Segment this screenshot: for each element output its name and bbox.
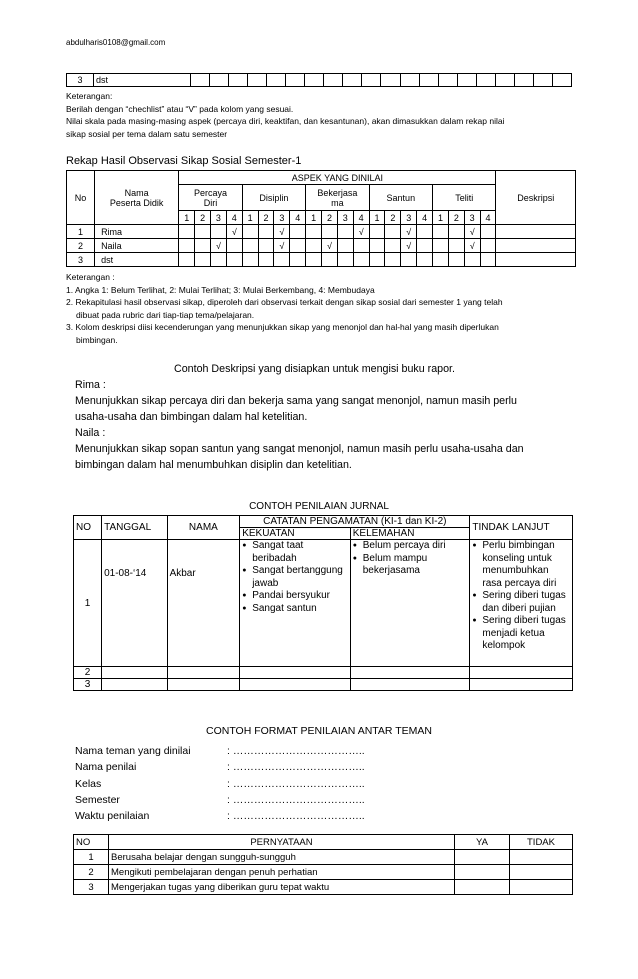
check-mark <box>195 225 211 239</box>
col-tindak: TINDAK LANJUT <box>470 516 573 540</box>
scale-cell: 4 <box>226 211 242 225</box>
aspect-header <box>179 185 242 211</box>
aspect-header <box>433 185 496 211</box>
note-title: Keterangan: <box>66 91 113 101</box>
antar-teman-form <box>75 743 365 824</box>
col-nama <box>95 171 179 225</box>
check-mark: √ <box>401 239 417 253</box>
scale-cell: 1 <box>242 211 258 225</box>
check-mark <box>242 253 258 267</box>
col-tanggal: TANGGAL <box>102 516 167 540</box>
jurnal-title: CONTOH PENILAIAN JURNAL <box>249 501 389 512</box>
check-mark: √ <box>401 225 417 239</box>
naila-text: bimbingan dalam hal menumbuhkan disiplin dan ketelitian. <box>75 459 352 471</box>
scale-cell: 4 <box>480 211 496 225</box>
check-mark <box>448 253 464 267</box>
aspect-header <box>306 185 369 211</box>
row-text: Mengerjakan tugas yang diberikan guru tepat waktu <box>109 880 455 895</box>
col-no: NO <box>74 835 109 850</box>
col-kelemahan: KELEMAHAN <box>350 528 470 540</box>
form-label: Semester <box>75 793 120 806</box>
list-item: ● Belum percaya diri <box>353 540 468 553</box>
check-mark <box>242 225 258 239</box>
scale-cell: 2 <box>448 211 464 225</box>
rekap-title: Rekap Hasil Observasi Sikap Sosial Semester-1 <box>66 155 302 167</box>
row-deskripsi <box>496 225 576 239</box>
row-deskripsi <box>496 239 576 253</box>
check-mark <box>401 253 417 267</box>
scale-cell: 1 <box>369 211 385 225</box>
scale-cell: 3 <box>274 211 290 225</box>
list-item: ● Pandai bersyukur <box>242 590 348 603</box>
scale-cell: 1 <box>306 211 322 225</box>
rima-text: Menunjukkan sikap percaya diri dan bekerja sama yang sangat menonjol, namun masih perlu <box>75 395 518 407</box>
rima-text: usaha-usaha dan bimbingan dalam hal ketelitian. <box>75 411 308 423</box>
check-mark: √ <box>274 239 290 253</box>
aspect-line1: Bekerjasa <box>317 187 358 198</box>
check-mark <box>417 225 433 239</box>
form-label: Nama penilai <box>75 761 137 774</box>
form-value: : ……………………………….. <box>227 745 365 757</box>
row-ya <box>455 850 510 865</box>
scale-cell: 2 <box>195 211 211 225</box>
note-2 <box>66 271 578 346</box>
row-no: 1 <box>74 540 102 667</box>
scale-cell: 2 <box>385 211 401 225</box>
kekuatan-list <box>242 540 348 615</box>
note-title: Keterangan : <box>66 272 115 282</box>
naila-text: Menunjukkan sikap sopan santun yang sangat menonjol, namun masih perlu usaha-usaha dan <box>75 443 524 455</box>
table-row <box>74 679 573 691</box>
check-mark <box>306 225 322 239</box>
form-row <box>75 776 365 792</box>
list-item: ● Sering diberi tugas dan diberi pujian <box>472 590 570 615</box>
row-ya <box>455 880 510 895</box>
check-mark: √ <box>464 225 480 239</box>
check-mark <box>322 253 338 267</box>
jurnal-table <box>73 515 573 691</box>
scale-cell: 3 <box>337 211 353 225</box>
check-mark <box>480 239 496 253</box>
form-label: Nama teman yang dinilai <box>75 745 191 757</box>
row-name: dst <box>95 253 179 267</box>
check-mark <box>385 225 401 239</box>
check-mark <box>258 239 274 253</box>
check-mark <box>290 225 306 239</box>
note-line: sikap sosial per tema dalam satu semester <box>66 128 228 139</box>
row-tidak <box>510 850 573 865</box>
check-mark: √ <box>464 239 480 253</box>
check-mark <box>417 239 433 253</box>
check-mark <box>369 253 385 267</box>
note-line: 2. Rekapitulasi hasil observasi sikap, diperoleh dari observasi terkait dengan sikap sosial dari semester 1 yang telah <box>66 297 503 307</box>
aspect-line1: Percaya <box>193 187 228 198</box>
scale-cell: 1 <box>179 211 195 225</box>
list-item: ● Belum mampu bekerjasama <box>353 553 468 578</box>
table-row <box>67 239 576 253</box>
tindak-list <box>472 540 570 653</box>
check-mark <box>353 239 369 253</box>
form-row <box>75 808 365 824</box>
list-item: ● Sering diberi tugas menjadi ketua kelompok <box>472 615 570 653</box>
scale-cell: 4 <box>417 211 433 225</box>
check-mark <box>480 253 496 267</box>
row-name: Rima <box>95 225 179 239</box>
row-text: Berusaha belajar dengan sungguh-sungguh <box>109 850 455 865</box>
list-item: ● Sangat taat beribadah <box>242 540 348 565</box>
col-no: NO <box>74 516 102 540</box>
row-ya <box>455 865 510 880</box>
check-mark <box>480 225 496 239</box>
table-row <box>67 74 572 87</box>
check-mark <box>369 239 385 253</box>
row-name: Naila <box>95 239 179 253</box>
form-value: : ……………………………….. <box>227 793 365 806</box>
aspect-line1: Santun <box>386 192 416 203</box>
naila-label: Naila : <box>75 427 106 439</box>
note-1 <box>66 90 578 140</box>
check-mark <box>242 239 258 253</box>
check-mark <box>448 225 464 239</box>
scale-cell: 2 <box>322 211 338 225</box>
form-row <box>75 792 365 808</box>
check-mark <box>179 225 195 239</box>
check-mark <box>417 253 433 267</box>
contoh-heading: Contoh Deskripsi yang disiapkan untuk mengisi buku rapor. <box>174 363 456 375</box>
row-no: 3 <box>74 679 102 691</box>
form-label: Kelas <box>75 777 102 790</box>
note-line: 3. Kolom deskripsi diisi kecenderungan yang menunjukkan sikap yang menonjol dan hal-hal yang masih diperlukan <box>66 322 499 332</box>
scale-cell: 4 <box>353 211 369 225</box>
check-mark <box>337 239 353 253</box>
check-mark: √ <box>211 239 227 253</box>
rima-label: Rima : <box>75 379 106 391</box>
scale-cell: 3 <box>464 211 480 225</box>
check-mark <box>433 239 449 253</box>
check-mark: √ <box>274 225 290 239</box>
check-mark <box>448 239 464 253</box>
list-item: ● Sangat bertanggung jawab <box>242 565 348 590</box>
table-row <box>67 253 576 267</box>
scale-cell: 3 <box>211 211 227 225</box>
aspect-line2: Diri <box>203 197 218 208</box>
col-catatan: CATATAN PENGAMATAN (KI-1 dan KI-2) <box>240 516 470 528</box>
check-mark: √ <box>353 225 369 239</box>
table-row <box>74 865 573 880</box>
scale-cell: 3 <box>401 211 417 225</box>
row-name: dst <box>94 74 191 87</box>
antar-teman-title: CONTOH FORMAT PENILAIAN ANTAR TEMAN <box>206 725 432 737</box>
check-mark <box>337 225 353 239</box>
note-line: dibuat pada rubric dari tiap-tiap tema/pelajaran. <box>76 309 255 320</box>
check-mark <box>290 239 306 253</box>
col-tidak: TIDAK <box>510 835 573 850</box>
check-mark <box>353 253 369 267</box>
scale-cell: 2 <box>258 211 274 225</box>
note-line: 1. Angka 1: Belum Terlihat, 2: Mulai Terlihat; 3: Mulai Berkembang, 4: Membudaya <box>66 284 375 295</box>
check-mark <box>179 253 195 267</box>
pernyataan-table <box>73 834 573 895</box>
row-nama: Akbar <box>167 540 240 667</box>
table-row <box>74 850 573 865</box>
row-deskripsi <box>496 253 576 267</box>
row-tidak <box>510 865 573 880</box>
col-deskripsi: Deskripsi <box>496 171 576 225</box>
col-ya: YA <box>455 835 510 850</box>
check-mark <box>306 253 322 267</box>
scale-cell: 1 <box>433 211 449 225</box>
aspect-line1: Disiplin <box>259 192 289 203</box>
check-mark <box>211 225 227 239</box>
row-no: 3 <box>67 74 94 87</box>
header-email: abdulharis0108@gmail.com <box>66 38 166 47</box>
col-nama-line2: Peserta Didik <box>109 197 164 208</box>
list-item: ● Perlu bimbingan konseling untuk menumbuhkan rasa percaya diri <box>472 540 570 590</box>
form-value: : ……………………………….. <box>227 810 365 823</box>
check-mark <box>385 253 401 267</box>
aspect-header <box>369 185 432 211</box>
col-nama-line1: Nama <box>124 187 149 198</box>
table-row <box>74 540 573 667</box>
check-mark <box>290 253 306 267</box>
row-no: 2 <box>74 865 109 880</box>
col-kekuatan: KEKUATAN <box>240 528 351 540</box>
check-mark: √ <box>226 225 242 239</box>
note-line: Nilai skala pada masing-masing aspek (percaya diri, keaktifan, dan kesantunan), akan dimasukkan dalam rekap nilai <box>66 116 505 126</box>
row-no: 1 <box>67 225 95 239</box>
table-row <box>74 667 573 679</box>
check-mark <box>226 239 242 253</box>
check-mark <box>306 239 322 253</box>
check-mark: √ <box>322 239 338 253</box>
check-mark <box>274 253 290 267</box>
form-value: : ……………………………….. <box>227 761 365 774</box>
contoh-body <box>75 377 595 473</box>
aspect-line2: ma <box>331 197 344 208</box>
row-no: 2 <box>74 667 102 679</box>
check-mark <box>195 239 211 253</box>
note-line: bimbingan. <box>76 334 118 345</box>
row-no: 2 <box>67 239 95 253</box>
table-row <box>67 225 576 239</box>
note-line: Berilah dengan “chechlist” atau “V” pada kolom yang sesuai. <box>66 103 294 114</box>
check-mark <box>337 253 353 267</box>
kelemahan-list <box>353 540 468 578</box>
form-label: Waktu penilaian <box>75 810 150 823</box>
aspect-header <box>242 185 305 211</box>
check-mark <box>433 225 449 239</box>
top-table <box>66 73 572 87</box>
row-no: 1 <box>74 850 109 865</box>
col-pernyataan: PERNYATAAN <box>109 835 455 850</box>
check-mark <box>258 253 274 267</box>
check-mark <box>433 253 449 267</box>
check-mark <box>211 253 227 267</box>
row-tidak <box>510 880 573 895</box>
check-mark <box>464 253 480 267</box>
check-mark <box>195 253 211 267</box>
row-no: 3 <box>67 253 95 267</box>
row-text: Mengikuti pembelajaran dengan penuh perhatian <box>109 865 455 880</box>
scale-cell: 4 <box>290 211 306 225</box>
rekap-table <box>66 170 576 267</box>
row-no: 3 <box>74 880 109 895</box>
col-nama: NAMA <box>167 516 240 540</box>
check-mark <box>258 225 274 239</box>
row-tanggal: 01-08-‘14 <box>102 540 167 667</box>
check-mark <box>322 225 338 239</box>
form-row <box>75 743 365 759</box>
check-mark <box>369 225 385 239</box>
check-mark <box>226 253 242 267</box>
check-mark <box>179 239 195 253</box>
aspect-line1: Teliti <box>455 192 474 203</box>
form-value: : ……………………………….. <box>227 777 365 790</box>
list-item: ● Sangat santun <box>242 603 348 616</box>
form-row <box>75 759 365 775</box>
aspek-header: ASPEK YANG DINILAI <box>179 171 496 185</box>
col-no: No <box>67 171 95 225</box>
check-mark <box>385 239 401 253</box>
table-row <box>74 880 573 895</box>
